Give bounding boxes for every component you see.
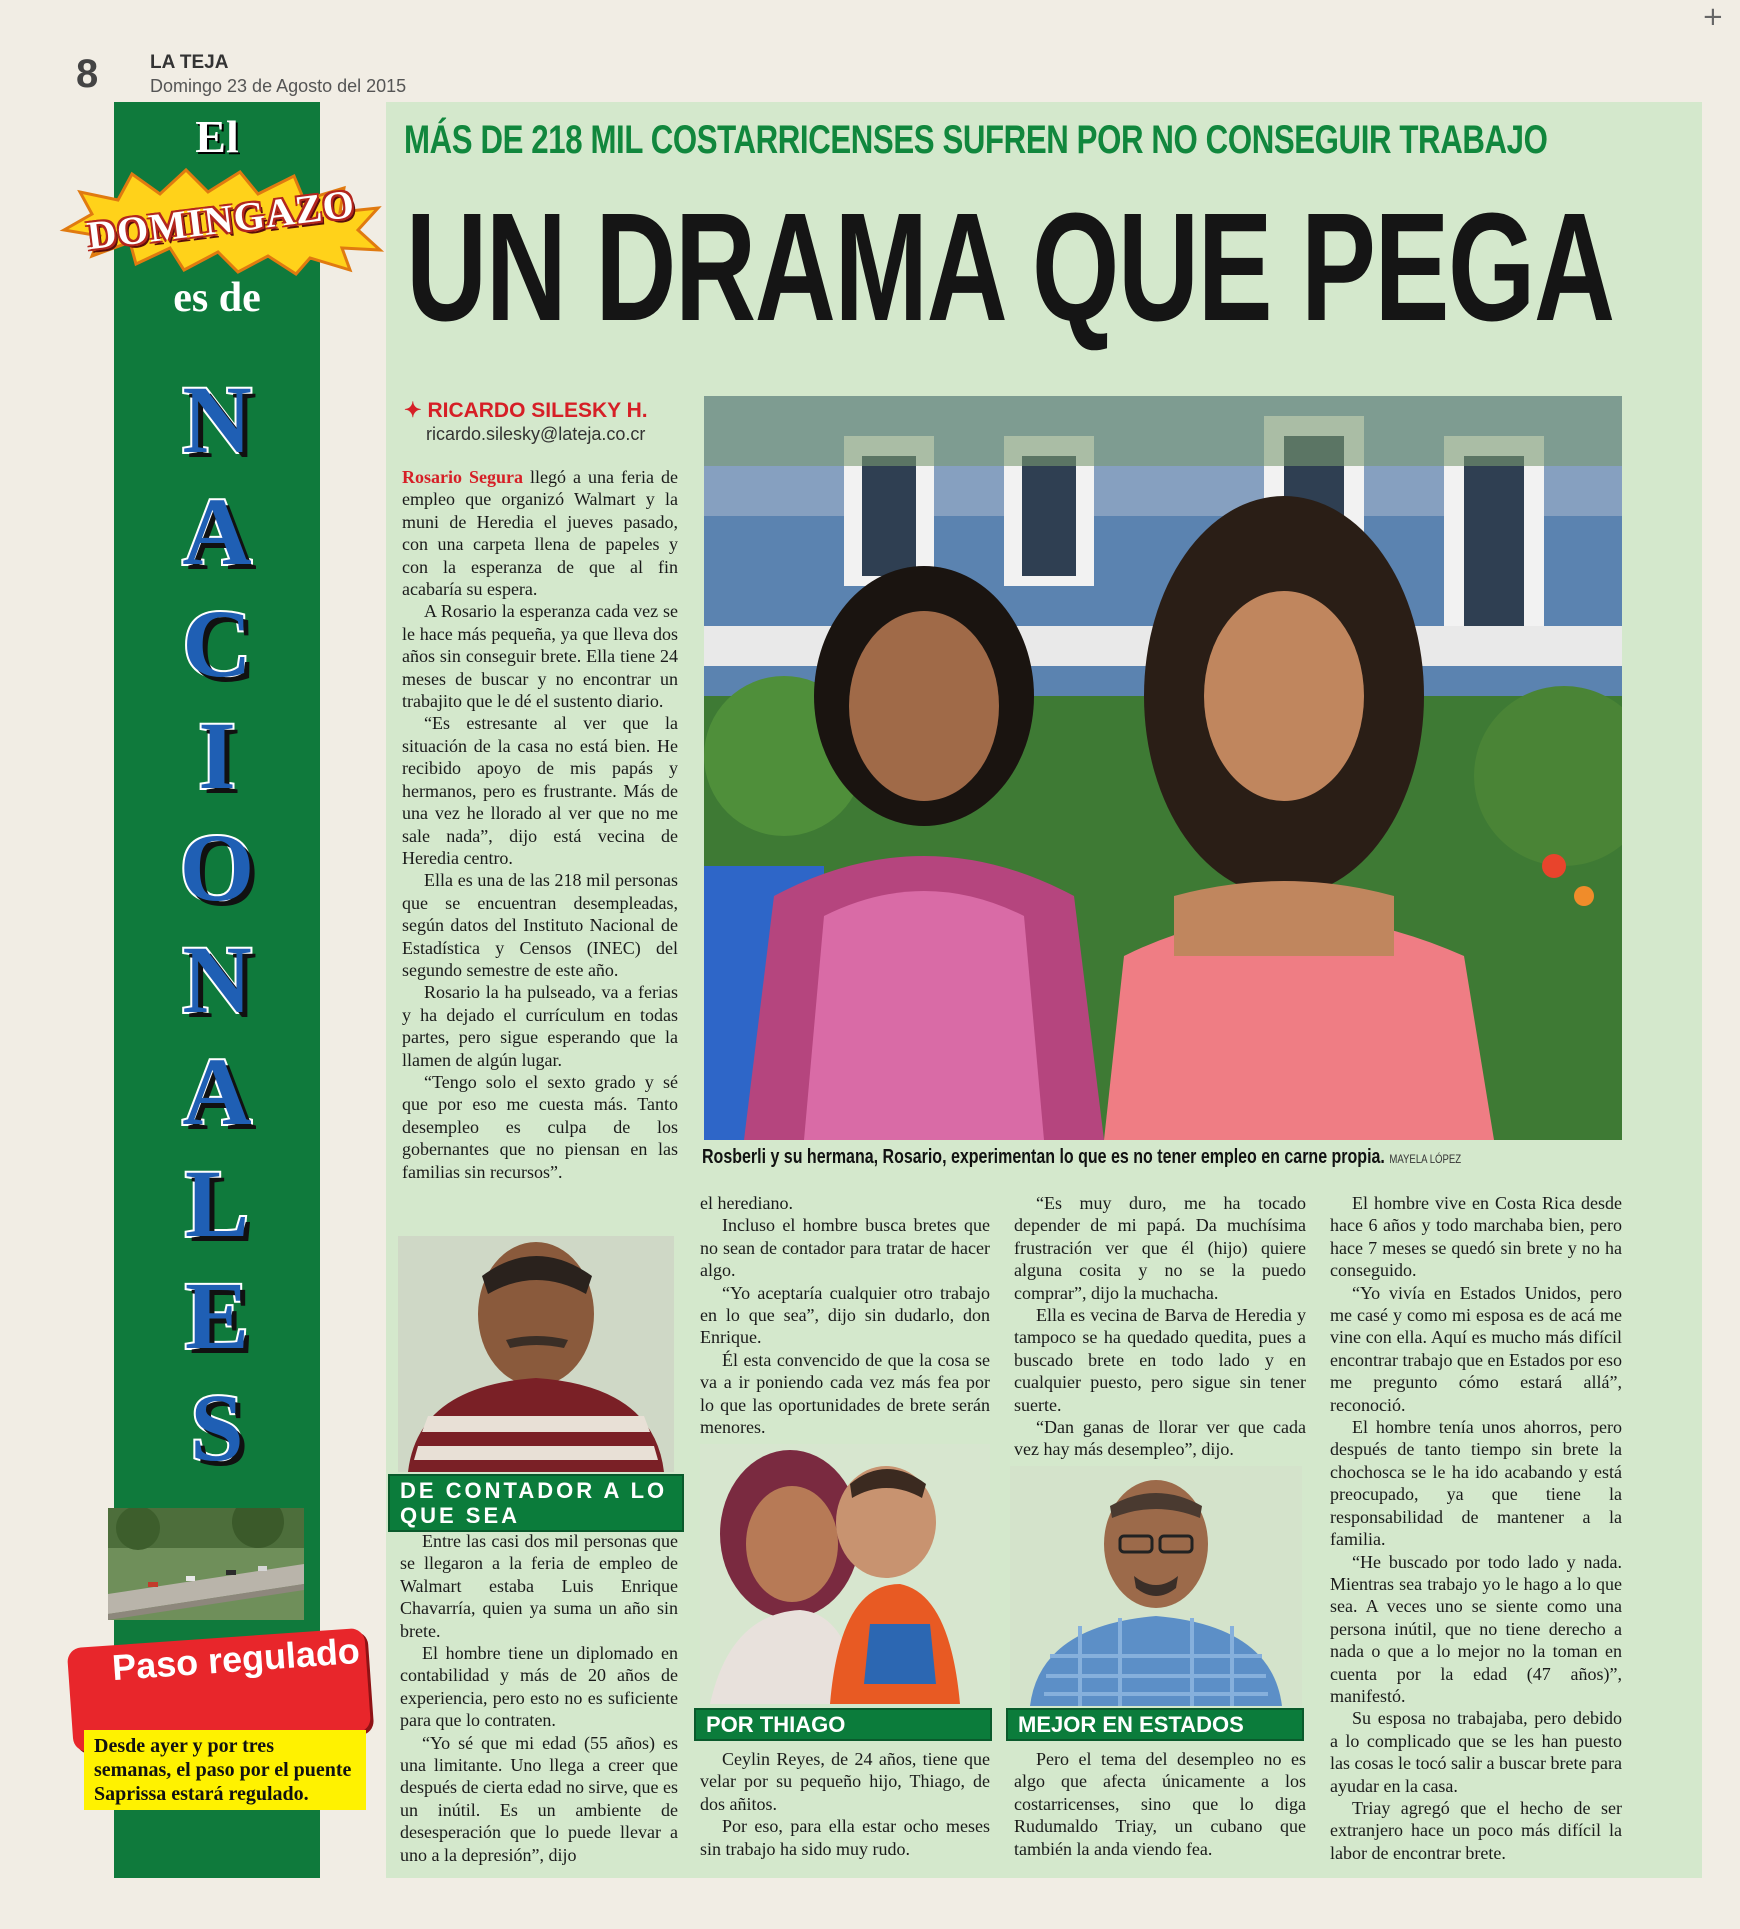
nacionales-letter: N bbox=[182, 366, 252, 473]
article-column-3 bbox=[1014, 1192, 1306, 1461]
banner-es-de: es de bbox=[173, 275, 261, 321]
article-paragraph: Entre las casi dos mil personas que se llegaron a la feria de empleo de Walmart estaba Luis Enrique Chavarría, quien ya suma un año sin brete. bbox=[400, 1531, 678, 1641]
nacionales-letter: O bbox=[179, 814, 255, 921]
lead-name: Rosario Segura bbox=[402, 467, 524, 487]
section-title-estados: MEJOR EN ESTADOS bbox=[1006, 1708, 1304, 1741]
article-paragraph: “Es estresante al ver que la situación de la casa no está bien. He recibido apoyo de mis papás y hermanos, pero es frustrante. Más de una vez he llorado al ver que no me sale nada”, dijo está vecina de Heredia centro. bbox=[402, 713, 678, 868]
nacionales-letter: C bbox=[182, 590, 252, 697]
photo-credit: MAYELA LÓPEZ bbox=[1389, 1152, 1462, 1166]
publication-name: LA TEJA bbox=[150, 52, 229, 73]
article-column-2 bbox=[700, 1192, 990, 1438]
article-headline: UN DRAMA QUE PEGA bbox=[406, 181, 1614, 353]
article-paragraph: Ella es una de las 218 mil personas que se encuentran desempleadas, según datos del Instituto Nacional de Estadística y Censos (INEC) del segundo semestre de este año. bbox=[402, 870, 678, 980]
byline: ✦ RICARDO SILESKY H. bbox=[404, 399, 648, 422]
section-title-thiago: POR THIAGO bbox=[694, 1708, 992, 1741]
article-paragraph: A Rosario la esperanza cada vez se le hace más pequeña, ya que lleva dos años sin conseguir brete. Ella tiene 24 meses de buscar y no encontrar un trabajito que le dé el sustento diario. bbox=[402, 601, 678, 712]
article-paragraph: el herediano. bbox=[700, 1193, 793, 1213]
article-paragraph: “He buscado por todo lado y nada. Mientras sea trabajo yo le hago a lo que sea. A veces uno se siente como una persona inútil, que no tiene derecho a nada o que a lo mejor no la toman en cuenta por la edad (47 años)”, manifestó. bbox=[1330, 1551, 1622, 1706]
banner-el: El bbox=[195, 111, 239, 162]
article-paragraph: “Tengo solo el sexto grado y sé que por eso me cuesta más. Tanto desempleo es culpa de los gobernantes que no piensan en las familias sin recursos”. bbox=[402, 1071, 678, 1182]
photo-luis-enrique bbox=[398, 1236, 674, 1472]
article-paragraph: “Yo sé que mi edad (55 años) es una limitante. Uno llega a creer que después de cierta edad no sirve, que es un inútil. Es un ambiente de desesperación que lo puede llevar a uno a la depresión”, dijo bbox=[400, 1732, 678, 1865]
article-paragraph: Ella es vecina de Barva de Heredia y tampoco se ha quedado quedita, pues a buscado brete en todo lado y en cualquier puesto, pero sigue sin tener suerte. bbox=[1014, 1305, 1306, 1415]
photo-caption: Rosberli y su hermana, Rosario, experimentan lo que es no tener empleo en carne propia. MAYELA LÓPEZ bbox=[702, 1146, 1462, 1168]
section-thiago-text bbox=[700, 1748, 990, 1860]
section-title-contador: DE CONTADOR A LO QUE SEA bbox=[388, 1474, 684, 1532]
corner-mark: + bbox=[1702, 2, 1724, 32]
article-paragraph: El hombre tiene un diplomado en contabilidad y más de 20 años de experiencia, pero esto no es suficiente para que lo contraten. bbox=[400, 1643, 678, 1731]
domingazo-logo-text: DOMINGAZO bbox=[84, 180, 358, 259]
section-estados-text bbox=[1014, 1748, 1306, 1860]
nacionales-letter: L bbox=[184, 1150, 250, 1257]
nacionales-letter: A bbox=[182, 478, 252, 585]
article-paragraph: Ceylin Reyes, de 24 años, tiene que velar por su pequeño hijo, Thiago, de dos añitos. bbox=[700, 1749, 990, 1814]
author-name: RICARDO SILESKY H. bbox=[427, 399, 648, 422]
article-paragraph: Triay agregó que el hecho de ser extranjero hace un poco más difícil la labor de encontrar brete. bbox=[1330, 1797, 1622, 1863]
nacionales-letter: S bbox=[190, 1374, 244, 1481]
article-paragraph: Por eso, para ella estar ocho meses sin trabajo ha sido muy rudo. bbox=[700, 1816, 990, 1859]
article-column-1 bbox=[402, 466, 678, 1183]
nacionales-letter: N bbox=[182, 926, 252, 1033]
paso-regulado-text: Desde ayer y por tres semanas, el paso por el puente Saprissa estará regulado. bbox=[84, 1730, 366, 1810]
bridge-photo bbox=[108, 1508, 304, 1620]
article-paragraph: El hombre vive en Costa Rica desde hace 6 años y todo marchaba bien, pero hace 7 meses se quedó sin brete y no ha conseguido. bbox=[1330, 1193, 1622, 1281]
article-paragraph: Él esta convencido de que la cosa se va a ir poniendo cada vez más fea por lo que las oportunidades de brete serán menores. bbox=[700, 1349, 990, 1438]
author-email: ricardo.silesky@lateja.co.cr bbox=[426, 424, 646, 444]
photo-rudumaldo-triay bbox=[1010, 1466, 1302, 1706]
article-paragraph: Pero el tema del desempleo no es algo que afecta únicamente a los costarricenses, sino que lo diga Rudumaldo Triay, un cubano que también la anda viendo fea. bbox=[1014, 1749, 1306, 1859]
article-paragraph: “Es muy duro, me ha tocado depender de mi papá. Da muchísima frustración ver que él (hijo) quiere alguna cosita y no se la puedo comprar”, dijo la muchacha. bbox=[1014, 1193, 1306, 1303]
paso-regulado-title: Paso regulado bbox=[110, 1629, 362, 1689]
article-paragraph: “Yo vivía en Estados Unidos, pero me casé y como mi esposa es de acá me vine con ella. Aquí es mucho más difícil encontrar trabajo que en Estados por eso me pregunto cómo estará allá”, reconoció. bbox=[1330, 1282, 1622, 1415]
article-paragraph: Su esposa no trabajaba, pero debido a lo complicado que se les han puesto las cosas le tocó salir a buscar brete para ayudar en la casa. bbox=[1330, 1708, 1622, 1796]
nacionales-letter: A bbox=[182, 1038, 252, 1145]
nacionales-letter: I bbox=[198, 702, 236, 809]
page-date: Domingo 23 de Agosto del 2015 bbox=[150, 76, 407, 96]
section-contador-text bbox=[400, 1530, 678, 1866]
page-number: 8 bbox=[76, 52, 99, 96]
main-photo-sisters bbox=[704, 396, 1622, 1140]
article-paragraph: Incluso el hombre busca bretes que no sean de contador para tratar de hacer algo. bbox=[700, 1215, 990, 1281]
article-paragraph: El hombre tenía unos ahorros, pero después de tanto tiempo sin brete la chochosca se le ha ido acabando y está preocupado, ya que tiene la responsabilidad de mantener a la familia. bbox=[1330, 1417, 1622, 1550]
nacionales-vertical-title bbox=[114, 364, 320, 1484]
article-paragraph: Rosario la ha pulseado, va a ferias y ha dejado el currículum en todas partes, pero sigue esperando que la llamen de algún lugar. bbox=[402, 982, 678, 1070]
article-paragraph: Rosario Segura llegó a una feria de empleo que organizó Walmart y la muni de Heredia el jueves pasado, con una carpeta llena de papeles y con la esperanza de que al fin acabaría su espera. bbox=[402, 467, 678, 600]
article-kicker: MÁS DE 218 MIL COSTARRICENSES SUFREN POR NO CONSEGUIR TRABAJO bbox=[404, 118, 1548, 162]
photo-ceylin-thiago bbox=[700, 1444, 990, 1704]
article-column-4 bbox=[1330, 1192, 1622, 1864]
article-paragraph: “Dan ganas de llorar ver que cada vez hay más desempleo”, dijo. bbox=[1014, 1417, 1306, 1460]
article-paragraph: “Yo aceptaría cualquier otro trabajo en lo que sea”, dijo sin dudarlo, don Enrique. bbox=[700, 1282, 990, 1348]
nacionales-letter: E bbox=[184, 1262, 250, 1369]
